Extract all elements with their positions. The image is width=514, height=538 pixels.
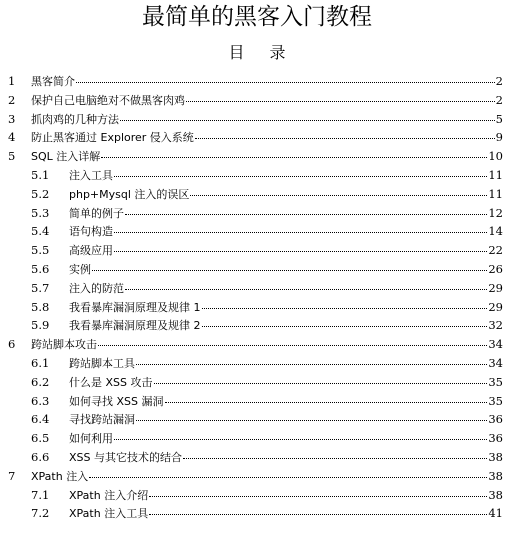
toc-entry-page-number: 32	[488, 318, 503, 333]
toc-section-entry[interactable]	[0, 279, 514, 298]
toc-entry-number: 6	[8, 337, 16, 352]
table-of-contents	[0, 72, 514, 523]
toc-chapter-entry[interactable]	[0, 335, 514, 354]
toc-entry-page-number: 22	[488, 243, 503, 258]
toc-entry-page-number: 14	[488, 224, 503, 239]
toc-entry-title[interactable]: php+Mysql 注入的误区	[69, 187, 190, 201]
toc-entry-title[interactable]: 什么是 XSS 攻击	[69, 375, 153, 389]
toc-entry-page-number: 34	[488, 355, 503, 370]
toc-entry-number: 5.4	[31, 224, 50, 239]
toc-section-entry[interactable]	[0, 486, 514, 505]
dot-leader	[98, 344, 487, 346]
dot-leader	[114, 250, 487, 252]
dot-leader	[114, 231, 487, 233]
toc-section-entry[interactable]	[0, 410, 514, 429]
toc-entry-page-number: 12	[488, 205, 503, 220]
toc-entry-title[interactable]: XPath 注入	[31, 469, 89, 483]
toc-entry-number: 6.2	[31, 374, 50, 389]
dot-leader	[125, 213, 487, 215]
dot-leader	[136, 419, 487, 421]
toc-entry-title[interactable]: 保护自己电脑绝对不做黑客肉鸡	[31, 93, 185, 107]
toc-entry-title[interactable]: 语句构造	[69, 225, 113, 239]
toc-entry-page-number: 34	[488, 337, 503, 352]
dot-leader	[202, 307, 488, 309]
toc-entry-number: 7.2	[31, 506, 50, 521]
toc-section-entry[interactable]	[0, 298, 514, 317]
toc-entry-title[interactable]: 防止黑客通过 Explorer 侵入系统	[31, 131, 194, 145]
toc-entry-line	[69, 373, 503, 393]
toc-entry-number: 6.1	[31, 355, 50, 370]
toc-entry-title[interactable]: XSS 与其它技术的结合	[69, 450, 182, 464]
toc-entry-line	[69, 410, 503, 430]
toc-section-entry[interactable]	[0, 260, 514, 279]
toc-entry-page-number: 38	[488, 468, 503, 483]
toc-entry-page-number: 35	[488, 393, 503, 408]
toc-entry-number: 2	[8, 92, 16, 107]
toc-chapter-entry[interactable]	[0, 147, 514, 166]
dot-leader	[154, 382, 488, 384]
toc-entry-line	[31, 110, 503, 130]
toc-entry-line	[69, 166, 503, 186]
toc-entry-number: 1	[8, 74, 16, 88]
toc-entry-title[interactable]: 如何利用	[69, 432, 113, 446]
toc-entry-title[interactable]: 寻找跨站漏洞	[69, 413, 135, 427]
toc-entry-page-number: 26	[488, 261, 503, 276]
toc-entry-line	[69, 354, 503, 374]
toc-chapter-entry[interactable]	[0, 467, 514, 486]
toc-entry-title[interactable]: 跨站脚本工具	[69, 356, 135, 370]
toc-entry-line	[31, 72, 503, 92]
toc-entry-line	[69, 429, 503, 449]
toc-section-entry[interactable]	[0, 204, 514, 223]
toc-entry-title[interactable]: 注入工具	[69, 168, 113, 182]
toc-entry-line	[31, 147, 503, 167]
toc-entry-title[interactable]: 我看暴库漏洞原理及规律 1	[69, 300, 201, 314]
toc-chapter-entry[interactable]	[0, 72, 514, 91]
toc-entry-line	[69, 260, 503, 280]
toc-entry-line	[31, 467, 503, 487]
toc-entry-page-number: 38	[488, 487, 503, 502]
dot-leader	[202, 325, 488, 327]
toc-entry-title[interactable]: 跨站脚本攻击	[31, 338, 97, 352]
toc-entry-page-number: 2	[495, 92, 503, 107]
dot-leader	[92, 269, 487, 271]
dot-leader	[190, 194, 487, 196]
toc-entry-number: 5.5	[31, 243, 50, 258]
toc-entry-title[interactable]: 高级应用	[69, 244, 113, 258]
toc-entry-title[interactable]: SQL 注入详解	[31, 150, 101, 164]
toc-entry-line	[69, 185, 503, 205]
toc-entry-line	[69, 504, 503, 524]
toc-entry-number: 6.3	[31, 393, 50, 408]
dot-leader	[101, 156, 487, 158]
toc-entry-title[interactable]: 黑客简介	[31, 75, 75, 88]
toc-entry-number: 6.5	[31, 431, 50, 446]
toc-entry-line	[69, 392, 503, 412]
dot-leader	[149, 495, 487, 497]
toc-entry-line	[69, 241, 503, 261]
toc-entry-page-number: 36	[488, 431, 503, 446]
toc-section-entry[interactable]	[0, 392, 514, 411]
toc-entry-number: 3	[8, 111, 16, 126]
toc-entry-page-number: 38	[488, 449, 503, 464]
toc-entry-number: 5	[8, 149, 16, 164]
toc-entry-line	[69, 448, 503, 468]
toc-entry-number: 5.8	[31, 299, 50, 314]
document-title: 最简单的黑客入门教程	[142, 4, 372, 30]
toc-entry-page-number: 41	[488, 506, 503, 521]
toc-entry-title[interactable]: XPath 注入工具	[69, 507, 149, 521]
toc-entry-title[interactable]: 如何寻找 XSS 漏洞	[69, 394, 164, 408]
toc-entry-line	[69, 204, 503, 224]
dot-leader	[120, 119, 495, 121]
toc-entry-number: 6.4	[31, 412, 50, 427]
toc-section-entry[interactable]	[0, 185, 514, 204]
toc-entry-page-number: 29	[488, 299, 503, 314]
toc-entry-title[interactable]: 实例	[69, 262, 91, 276]
toc-section-entry[interactable]	[0, 241, 514, 260]
toc-entry-number: 7.1	[31, 487, 50, 502]
toc-entry-page-number: 36	[488, 412, 503, 427]
toc-section-entry[interactable]	[0, 316, 514, 335]
dot-leader	[183, 457, 487, 459]
toc-entry-number: 5.7	[31, 280, 50, 295]
toc-entry-number: 5.3	[31, 205, 50, 220]
toc-chapter-entry[interactable]	[0, 110, 514, 129]
toc-section-entry[interactable]	[0, 166, 514, 185]
toc-entry-page-number: 10	[488, 149, 503, 164]
dot-leader	[125, 288, 487, 290]
toc-entry-line	[31, 128, 503, 148]
toc-entry-number: 5.9	[31, 318, 50, 333]
toc-section-entry[interactable]	[0, 504, 514, 523]
toc-entry-title[interactable]: 我看暴库漏洞原理及规律 2	[69, 319, 201, 333]
toc-entry-number: 6.6	[31, 449, 50, 464]
toc-entry-line	[69, 298, 503, 318]
toc-entry-number: 7	[8, 468, 16, 483]
toc-entry-title[interactable]: 注入的防范	[69, 281, 124, 295]
toc-entry-number: 5.6	[31, 261, 50, 276]
dot-leader	[186, 100, 495, 102]
toc-entry-number: 5.1	[31, 167, 50, 182]
toc-entry-page-number: 29	[488, 280, 503, 295]
toc-entry-title[interactable]: 抓肉鸡的几种方法	[31, 112, 119, 126]
toc-entry-page-number: 2	[495, 74, 503, 88]
toc-entry-page-number: 9	[495, 130, 503, 145]
toc-chapter-entry[interactable]	[0, 91, 514, 110]
dot-leader	[114, 175, 487, 177]
toc-section-entry[interactable]	[0, 429, 514, 448]
toc-entry-line	[69, 486, 503, 506]
toc-entry-line	[69, 279, 503, 299]
dot-leader	[76, 81, 495, 83]
toc-entry-page-number: 5	[495, 111, 503, 126]
dot-leader	[149, 513, 487, 515]
toc-section-entry[interactable]	[0, 448, 514, 467]
toc-entry-page-number: 11	[488, 167, 503, 182]
dot-leader	[165, 401, 488, 403]
toc-section-entry[interactable]	[0, 222, 514, 241]
dot-leader	[195, 137, 495, 139]
dot-leader	[114, 438, 487, 440]
toc-entry-title[interactable]: 简单的例子	[69, 206, 124, 220]
dot-leader	[89, 476, 487, 478]
toc-section-entry[interactable]	[0, 373, 514, 392]
toc-entry-number: 5.2	[31, 186, 50, 201]
dot-leader	[136, 363, 487, 365]
toc-heading: 目 录	[228, 43, 296, 62]
toc-entry-page-number: 35	[488, 374, 503, 389]
toc-section-entry[interactable]	[0, 354, 514, 373]
toc-entry-title[interactable]: XPath 注入介绍	[69, 488, 149, 502]
toc-entry-line	[69, 222, 503, 242]
toc-chapter-entry[interactable]	[0, 128, 514, 147]
toc-entry-line	[31, 335, 503, 355]
toc-entry-line	[69, 316, 503, 336]
toc-entry-line	[31, 91, 503, 111]
toc-entry-number: 4	[8, 130, 16, 145]
toc-entry-page-number: 11	[488, 186, 503, 201]
